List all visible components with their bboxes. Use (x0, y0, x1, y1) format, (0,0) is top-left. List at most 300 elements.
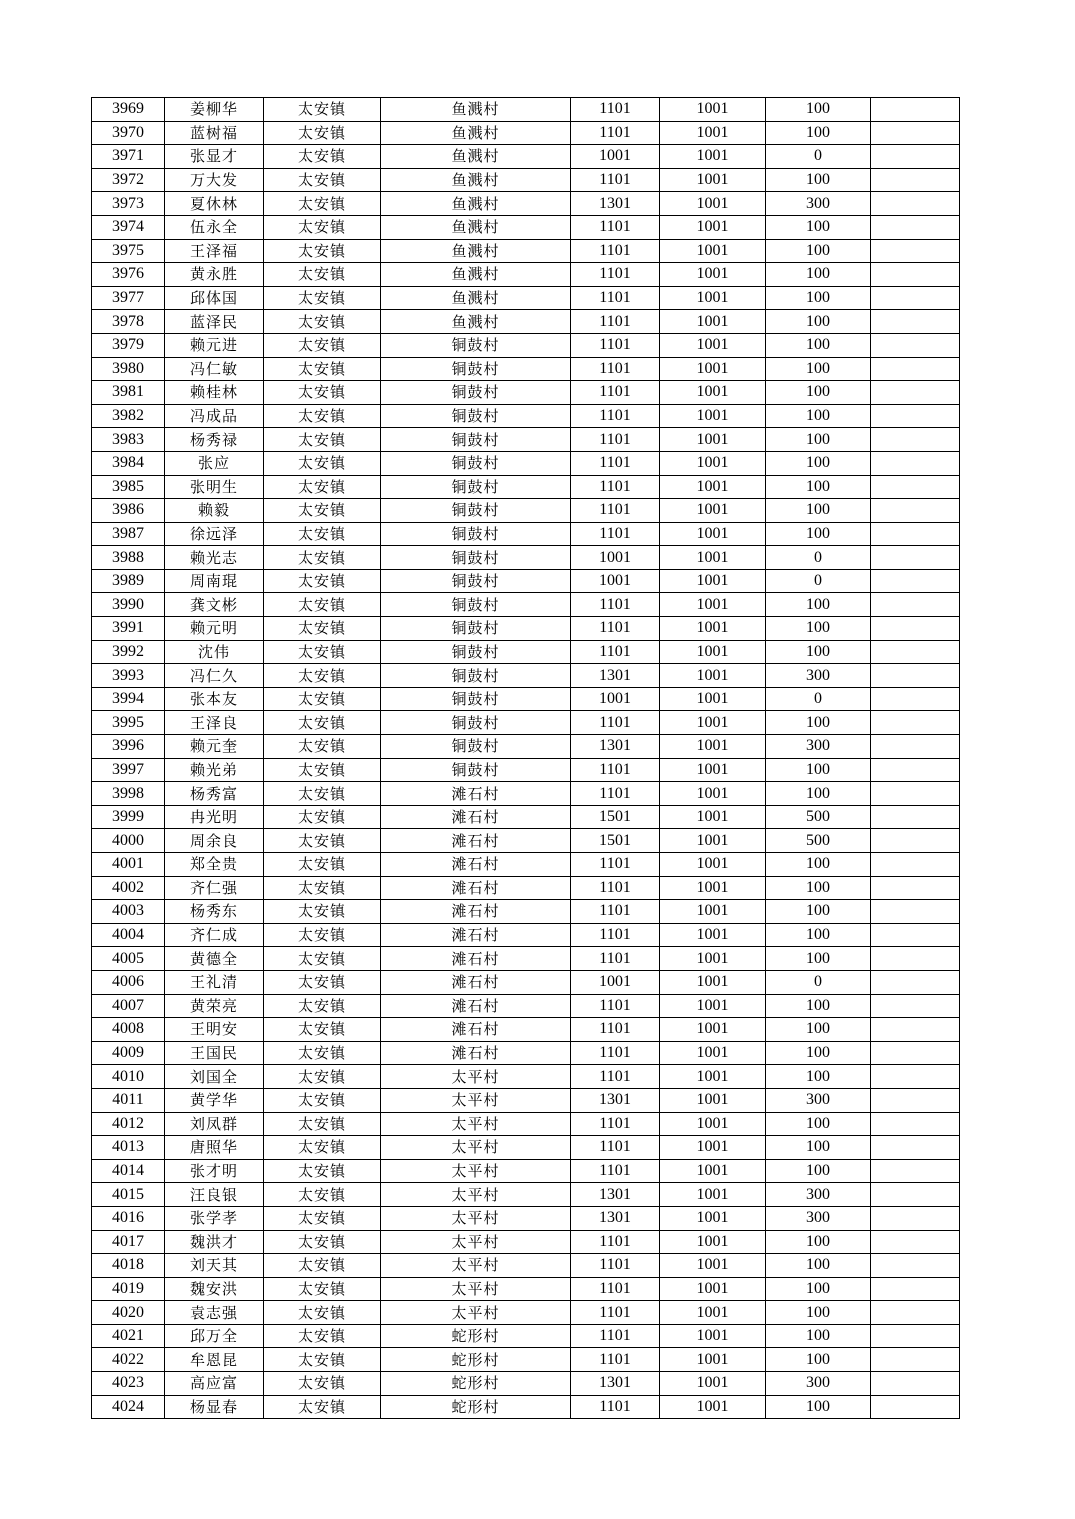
cell-amount: 300 (766, 735, 871, 759)
cell-index: 4008 (92, 1018, 165, 1042)
cell-name: 黄德全 (165, 947, 264, 971)
cell-town: 太安镇 (264, 687, 381, 711)
cell-index: 3970 (92, 121, 165, 145)
cell-name: 周余良 (165, 829, 264, 853)
table-row (92, 1206, 960, 1230)
cell-note (871, 522, 960, 546)
cell-note (871, 735, 960, 759)
table-row (92, 239, 960, 263)
cell-village: 太平村 (381, 1112, 571, 1136)
cell-note (871, 1230, 960, 1254)
cell-village: 鱼溅村 (381, 192, 571, 216)
cell-note (871, 1206, 960, 1230)
table-row (92, 1159, 960, 1183)
cell-town: 太安镇 (264, 98, 381, 122)
cell-town: 太安镇 (264, 711, 381, 735)
cell-note (871, 404, 960, 428)
table-row (92, 310, 960, 334)
cell-village: 滩石村 (381, 829, 571, 853)
cell-town: 太安镇 (264, 994, 381, 1018)
cell-town: 太安镇 (264, 1159, 381, 1183)
cell-amount: 100 (766, 853, 871, 877)
table-row (92, 1088, 960, 1112)
cell-note (871, 145, 960, 169)
cell-index: 4016 (92, 1206, 165, 1230)
cell-village: 太平村 (381, 1183, 571, 1207)
cell-name: 沈伟 (165, 640, 264, 664)
table-row (92, 404, 960, 428)
cell-code-b: 1001 (660, 239, 766, 263)
cell-amount: 100 (766, 239, 871, 263)
cell-town: 太安镇 (264, 569, 381, 593)
cell-village: 铜鼓村 (381, 546, 571, 570)
cell-amount: 100 (766, 168, 871, 192)
cell-note (871, 1136, 960, 1160)
cell-town: 太安镇 (264, 168, 381, 192)
cell-code-a: 1301 (571, 192, 660, 216)
cell-note (871, 1395, 960, 1419)
cell-code-b: 1001 (660, 640, 766, 664)
cell-name: 唐照华 (165, 1136, 264, 1160)
cell-code-b: 1001 (660, 1348, 766, 1372)
cell-amount: 500 (766, 805, 871, 829)
cell-town: 太安镇 (264, 970, 381, 994)
cell-index: 3984 (92, 451, 165, 475)
cell-code-b: 1001 (660, 970, 766, 994)
cell-code-a: 1101 (571, 1348, 660, 1372)
cell-name: 王国民 (165, 1041, 264, 1065)
cell-town: 太安镇 (264, 735, 381, 759)
table-row (92, 994, 960, 1018)
cell-code-b: 1001 (660, 333, 766, 357)
table-row (92, 121, 960, 145)
cell-index: 4020 (92, 1301, 165, 1325)
cell-note (871, 451, 960, 475)
cell-note (871, 687, 960, 711)
cell-index: 3976 (92, 263, 165, 287)
cell-note (871, 923, 960, 947)
cell-index: 3998 (92, 782, 165, 806)
cell-name: 万大发 (165, 168, 264, 192)
cell-note (871, 121, 960, 145)
cell-name: 赖元明 (165, 617, 264, 641)
cell-index: 3988 (92, 546, 165, 570)
cell-code-b: 1001 (660, 782, 766, 806)
cell-amount: 100 (766, 640, 871, 664)
cell-name: 伍永全 (165, 215, 264, 239)
table-row (92, 664, 960, 688)
cell-village: 铜鼓村 (381, 404, 571, 428)
cell-town: 太安镇 (264, 428, 381, 452)
cell-code-a: 1101 (571, 121, 660, 145)
cell-code-b: 1001 (660, 286, 766, 310)
cell-code-b: 1001 (660, 1254, 766, 1278)
cell-name: 刘凤群 (165, 1112, 264, 1136)
cell-amount: 0 (766, 145, 871, 169)
cell-index: 3972 (92, 168, 165, 192)
cell-amount: 0 (766, 546, 871, 570)
cell-index: 4005 (92, 947, 165, 971)
cell-name: 龚文彬 (165, 593, 264, 617)
cell-code-a: 1101 (571, 853, 660, 877)
cell-index: 3995 (92, 711, 165, 735)
cell-name: 徐远泽 (165, 522, 264, 546)
cell-village: 太平村 (381, 1206, 571, 1230)
cell-code-b: 1001 (660, 1206, 766, 1230)
cell-amount: 0 (766, 687, 871, 711)
cell-note (871, 215, 960, 239)
cell-note (871, 1112, 960, 1136)
cell-code-b: 1001 (660, 1018, 766, 1042)
cell-note (871, 853, 960, 877)
table-row (92, 1277, 960, 1301)
cell-index: 3980 (92, 357, 165, 381)
cell-index: 4000 (92, 829, 165, 853)
cell-index: 4012 (92, 1112, 165, 1136)
cell-town: 太安镇 (264, 1136, 381, 1160)
cell-code-a: 1101 (571, 239, 660, 263)
cell-name: 王泽良 (165, 711, 264, 735)
cell-village: 铜鼓村 (381, 758, 571, 782)
cell-code-a: 1001 (571, 569, 660, 593)
cell-village: 滩石村 (381, 853, 571, 877)
cell-index: 3993 (92, 664, 165, 688)
cell-town: 太安镇 (264, 145, 381, 169)
cell-code-b: 1001 (660, 1112, 766, 1136)
cell-code-a: 1001 (571, 546, 660, 570)
cell-amount: 100 (766, 1136, 871, 1160)
cell-index: 3973 (92, 192, 165, 216)
cell-village: 滩石村 (381, 782, 571, 806)
cell-amount: 100 (766, 900, 871, 924)
cell-index: 3977 (92, 286, 165, 310)
cell-index: 4010 (92, 1065, 165, 1089)
cell-village: 铜鼓村 (381, 664, 571, 688)
cell-note (871, 711, 960, 735)
cell-code-b: 1001 (660, 1277, 766, 1301)
cell-code-b: 1001 (660, 381, 766, 405)
table-row (92, 333, 960, 357)
cell-code-a: 1101 (571, 876, 660, 900)
cell-index: 4021 (92, 1324, 165, 1348)
cell-amount: 0 (766, 970, 871, 994)
cell-town: 太安镇 (264, 876, 381, 900)
cell-code-a: 1001 (571, 970, 660, 994)
cell-code-b: 1001 (660, 499, 766, 523)
cell-amount: 100 (766, 499, 871, 523)
cell-name: 魏安洪 (165, 1277, 264, 1301)
cell-code-a: 1101 (571, 98, 660, 122)
cell-note (871, 333, 960, 357)
cell-village: 鱼溅村 (381, 263, 571, 287)
table-row (92, 876, 960, 900)
cell-village: 鱼溅村 (381, 121, 571, 145)
cell-village: 鱼溅村 (381, 98, 571, 122)
cell-note (871, 1065, 960, 1089)
cell-town: 太安镇 (264, 451, 381, 475)
cell-code-b: 1001 (660, 168, 766, 192)
cell-note (871, 546, 960, 570)
cell-code-a: 1301 (571, 1183, 660, 1207)
cell-note (871, 805, 960, 829)
cell-code-a: 1101 (571, 451, 660, 475)
cell-code-b: 1001 (660, 428, 766, 452)
cell-name: 高应富 (165, 1372, 264, 1396)
cell-index: 4023 (92, 1372, 165, 1396)
table-row (92, 522, 960, 546)
cell-amount: 100 (766, 1159, 871, 1183)
cell-town: 太安镇 (264, 1230, 381, 1254)
cell-note (871, 357, 960, 381)
cell-town: 太安镇 (264, 357, 381, 381)
cell-town: 太安镇 (264, 1277, 381, 1301)
cell-code-a: 1101 (571, 215, 660, 239)
cell-index: 3983 (92, 428, 165, 452)
cell-amount: 100 (766, 286, 871, 310)
cell-note (871, 1254, 960, 1278)
cell-code-b: 1001 (660, 192, 766, 216)
cell-code-a: 1101 (571, 923, 660, 947)
cell-amount: 100 (766, 357, 871, 381)
cell-amount: 100 (766, 1277, 871, 1301)
cell-town: 太安镇 (264, 1065, 381, 1089)
cell-note (871, 994, 960, 1018)
cell-amount: 100 (766, 994, 871, 1018)
cell-village: 铜鼓村 (381, 333, 571, 357)
cell-code-a: 1101 (571, 310, 660, 334)
cell-code-a: 1101 (571, 1159, 660, 1183)
cell-index: 3974 (92, 215, 165, 239)
cell-index: 4007 (92, 994, 165, 1018)
cell-amount: 500 (766, 829, 871, 853)
cell-amount: 100 (766, 215, 871, 239)
cell-village: 蛇形村 (381, 1395, 571, 1419)
cell-town: 太安镇 (264, 239, 381, 263)
cell-code-b: 1001 (660, 451, 766, 475)
cell-code-a: 1101 (571, 782, 660, 806)
cell-amount: 100 (766, 923, 871, 947)
cell-code-a: 1101 (571, 994, 660, 1018)
cell-town: 太安镇 (264, 522, 381, 546)
cell-amount: 100 (766, 876, 871, 900)
cell-note (871, 263, 960, 287)
cell-code-a: 1101 (571, 1065, 660, 1089)
cell-index: 3997 (92, 758, 165, 782)
cell-code-a: 1101 (571, 263, 660, 287)
cell-village: 滩石村 (381, 970, 571, 994)
table-row (92, 947, 960, 971)
cell-town: 太安镇 (264, 1254, 381, 1278)
cell-code-a: 1001 (571, 687, 660, 711)
table-row (92, 569, 960, 593)
cell-code-b: 1001 (660, 1301, 766, 1325)
cell-amount: 100 (766, 310, 871, 334)
table-row (92, 1324, 960, 1348)
cell-code-b: 1001 (660, 1041, 766, 1065)
cell-name: 张应 (165, 451, 264, 475)
cell-name: 姜柳华 (165, 98, 264, 122)
cell-code-a: 1301 (571, 1088, 660, 1112)
table-row (92, 593, 960, 617)
cell-amount: 100 (766, 381, 871, 405)
table-row (92, 640, 960, 664)
cell-index: 3990 (92, 593, 165, 617)
cell-amount: 100 (766, 711, 871, 735)
cell-town: 太安镇 (264, 1088, 381, 1112)
cell-code-a: 1101 (571, 428, 660, 452)
cell-town: 太安镇 (264, 1206, 381, 1230)
cell-town: 太安镇 (264, 310, 381, 334)
cell-village: 太平村 (381, 1254, 571, 1278)
cell-code-b: 1001 (660, 1159, 766, 1183)
cell-name: 刘国全 (165, 1065, 264, 1089)
cell-note (871, 876, 960, 900)
cell-code-b: 1001 (660, 98, 766, 122)
cell-name: 蓝泽民 (165, 310, 264, 334)
cell-note (871, 1324, 960, 1348)
cell-town: 太安镇 (264, 263, 381, 287)
cell-code-b: 1001 (660, 758, 766, 782)
cell-code-a: 1101 (571, 1230, 660, 1254)
cell-village: 铜鼓村 (381, 687, 571, 711)
cell-village: 铜鼓村 (381, 357, 571, 381)
cell-code-a: 1301 (571, 1206, 660, 1230)
cell-index: 3979 (92, 333, 165, 357)
cell-index: 4019 (92, 1277, 165, 1301)
cell-name: 赖桂林 (165, 381, 264, 405)
table-row (92, 1041, 960, 1065)
cell-code-a: 1101 (571, 1254, 660, 1278)
cell-code-a: 1101 (571, 1136, 660, 1160)
cell-village: 滩石村 (381, 923, 571, 947)
cell-code-b: 1001 (660, 522, 766, 546)
table-row (92, 475, 960, 499)
cell-amount: 100 (766, 522, 871, 546)
cell-name: 冯成品 (165, 404, 264, 428)
cell-index: 3999 (92, 805, 165, 829)
cell-code-b: 1001 (660, 876, 766, 900)
cell-index: 4009 (92, 1041, 165, 1065)
table-row (92, 1183, 960, 1207)
cell-index: 3985 (92, 475, 165, 499)
cell-note (871, 310, 960, 334)
cell-amount: 100 (766, 1065, 871, 1089)
cell-amount: 300 (766, 1088, 871, 1112)
cell-code-a: 1501 (571, 829, 660, 853)
table-row (92, 1372, 960, 1396)
cell-amount: 100 (766, 617, 871, 641)
table-row (92, 1230, 960, 1254)
cell-code-a: 1101 (571, 711, 660, 735)
cell-code-b: 1001 (660, 711, 766, 735)
table-row (92, 215, 960, 239)
cell-name: 齐仁成 (165, 923, 264, 947)
cell-village: 太平村 (381, 1065, 571, 1089)
cell-amount: 100 (766, 1112, 871, 1136)
table-row (92, 782, 960, 806)
cell-code-a: 1101 (571, 333, 660, 357)
cell-note (871, 168, 960, 192)
cell-note (871, 1348, 960, 1372)
table-row (92, 286, 960, 310)
cell-name: 魏洪才 (165, 1230, 264, 1254)
cell-town: 太安镇 (264, 1301, 381, 1325)
cell-village: 太平村 (381, 1159, 571, 1183)
cell-code-a: 1301 (571, 664, 660, 688)
cell-town: 太安镇 (264, 617, 381, 641)
cell-amount: 100 (766, 1348, 871, 1372)
cell-town: 太安镇 (264, 1395, 381, 1419)
cell-code-b: 1001 (660, 569, 766, 593)
cell-index: 4015 (92, 1183, 165, 1207)
cell-code-b: 1001 (660, 1065, 766, 1089)
table-row (92, 499, 960, 523)
cell-name: 黄学华 (165, 1088, 264, 1112)
cell-index: 3978 (92, 310, 165, 334)
cell-name: 齐仁强 (165, 876, 264, 900)
cell-town: 太安镇 (264, 1348, 381, 1372)
cell-code-b: 1001 (660, 923, 766, 947)
cell-village: 铜鼓村 (381, 640, 571, 664)
cell-amount: 100 (766, 121, 871, 145)
cell-code-a: 1101 (571, 900, 660, 924)
cell-code-b: 1001 (660, 593, 766, 617)
cell-town: 太安镇 (264, 758, 381, 782)
table-row (92, 711, 960, 735)
table-row (92, 758, 960, 782)
cell-code-a: 1101 (571, 381, 660, 405)
cell-name: 张显才 (165, 145, 264, 169)
cell-village: 铜鼓村 (381, 617, 571, 641)
cell-code-b: 1001 (660, 121, 766, 145)
cell-note (871, 947, 960, 971)
cell-note (871, 428, 960, 452)
cell-village: 铜鼓村 (381, 381, 571, 405)
cell-village: 太平村 (381, 1230, 571, 1254)
cell-name: 张学孝 (165, 1206, 264, 1230)
table-row (92, 1254, 960, 1278)
cell-village: 滩石村 (381, 947, 571, 971)
cell-amount: 100 (766, 593, 871, 617)
cell-town: 太安镇 (264, 1018, 381, 1042)
cell-town: 太安镇 (264, 923, 381, 947)
cell-note (871, 900, 960, 924)
cell-code-b: 1001 (660, 1395, 766, 1419)
cell-code-b: 1001 (660, 1136, 766, 1160)
cell-name: 周南琨 (165, 569, 264, 593)
cell-code-b: 1001 (660, 404, 766, 428)
cell-note (871, 1041, 960, 1065)
cell-village: 铜鼓村 (381, 499, 571, 523)
cell-village: 蛇形村 (381, 1324, 571, 1348)
cell-name: 赖元奎 (165, 735, 264, 759)
cell-amount: 100 (766, 98, 871, 122)
cell-amount: 100 (766, 404, 871, 428)
cell-village: 鱼溅村 (381, 168, 571, 192)
cell-note (871, 499, 960, 523)
cell-code-b: 1001 (660, 947, 766, 971)
cell-code-b: 1001 (660, 1183, 766, 1207)
cell-village: 滩石村 (381, 805, 571, 829)
cell-village: 滩石村 (381, 900, 571, 924)
cell-code-a: 1101 (571, 1301, 660, 1325)
cell-village: 铜鼓村 (381, 451, 571, 475)
cell-index: 3969 (92, 98, 165, 122)
cell-village: 鱼溅村 (381, 215, 571, 239)
cell-village: 蛇形村 (381, 1348, 571, 1372)
cell-village: 滩石村 (381, 1041, 571, 1065)
cell-town: 太安镇 (264, 900, 381, 924)
